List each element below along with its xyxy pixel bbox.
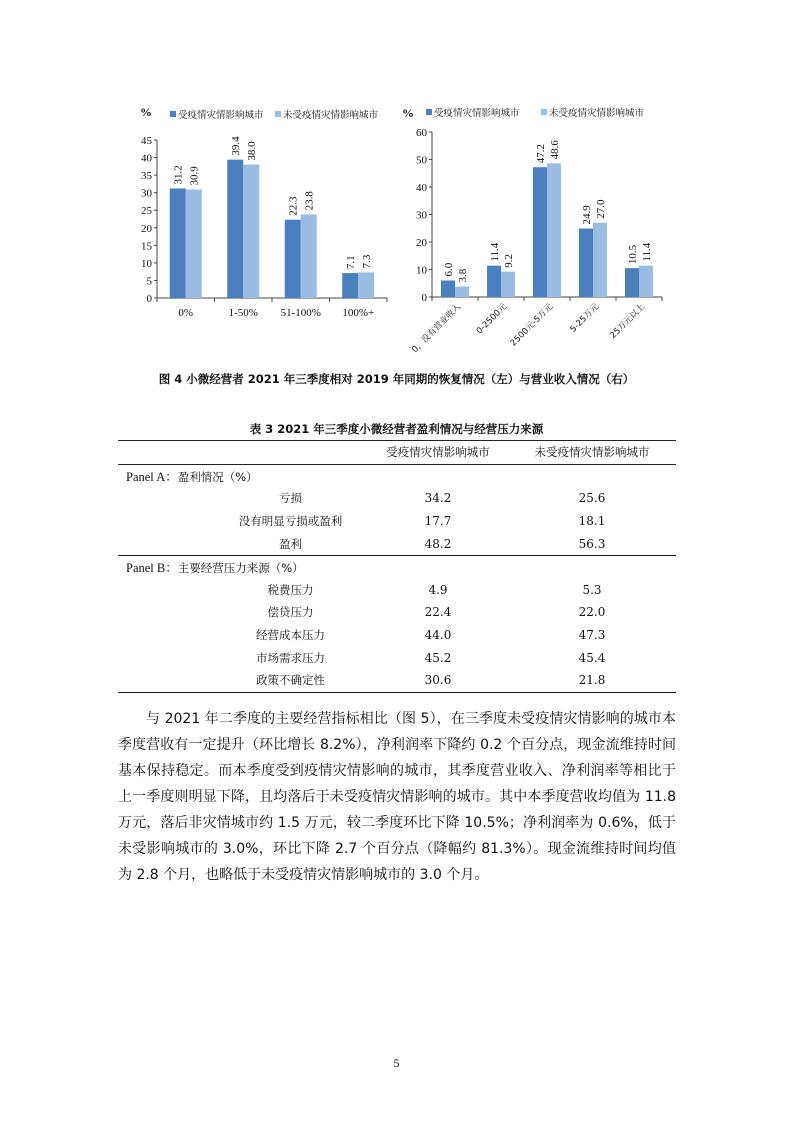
y-tick-label: 30 xyxy=(141,187,152,200)
bar xyxy=(285,220,301,298)
y-tick-label: 25 xyxy=(141,205,152,218)
cell-affected: 22.4 xyxy=(424,605,452,620)
cell-affected: 4.9 xyxy=(428,582,448,597)
y-tick-label: 30 xyxy=(416,209,427,222)
data-label: 27.0 xyxy=(595,199,607,219)
bar xyxy=(358,272,374,298)
y-tick-label: 20 xyxy=(416,237,427,249)
x-tick-label: 25万元以上 xyxy=(608,302,648,341)
bar xyxy=(170,188,186,298)
bar xyxy=(547,163,561,297)
y-tick-label: 15 xyxy=(141,240,152,253)
y-unit-label: % xyxy=(140,105,152,119)
legend-label: 受疫情灾情影响城市 xyxy=(434,108,520,119)
bar xyxy=(342,273,358,298)
legend-label: 未受疫情灾情影响城市 xyxy=(549,108,645,119)
cell-unaffected: 47.3 xyxy=(578,628,606,643)
y-tick-label: 10 xyxy=(416,264,427,277)
bar xyxy=(625,268,639,297)
right-bar-chart xyxy=(398,100,673,360)
data-label: 10.5 xyxy=(627,244,639,265)
data-label: 48.6 xyxy=(549,140,561,160)
x-tick-label: 2500元-5万元 xyxy=(508,302,556,349)
y-tick-label: 35 xyxy=(141,170,152,183)
cell-unaffected: 45.4 xyxy=(578,650,606,665)
cell-unaffected: 21.8 xyxy=(508,669,676,692)
bar xyxy=(455,287,469,297)
data-label: 9.2 xyxy=(503,253,515,268)
y-tick-label: 0 xyxy=(421,292,427,304)
bar xyxy=(501,272,515,297)
panel-a-title-cn: 盈利情况（%） xyxy=(177,469,258,484)
data-label: 23.8 xyxy=(303,191,316,211)
data-label: 7.1 xyxy=(345,255,358,270)
cell-affected: 48.2 xyxy=(424,536,452,551)
table-row xyxy=(118,669,676,692)
left-bar-chart xyxy=(130,100,392,330)
data-label: 47.2 xyxy=(535,143,547,164)
panel-b-title xyxy=(118,555,676,578)
x-tick-label: 0-2500元 xyxy=(474,302,510,337)
data-label: 39.4 xyxy=(230,136,243,156)
data-label: 24.9 xyxy=(581,205,593,225)
row-label: 偿贷压力 xyxy=(267,605,314,620)
bar xyxy=(186,190,202,298)
cell-affected: 34.2 xyxy=(424,491,452,506)
y-tick-label: 0 xyxy=(146,293,152,305)
panel-b-title-en: Panel B： xyxy=(126,561,178,576)
table-row xyxy=(118,624,676,647)
body-paragraph: 与 2021 年二季度的主要经营指标相比（图 5），在三季度未受疫情灾情影响的城市本季度营收有一定提升（环比增长 8.2%），净利润率下降约 0.2 个百分点，现金流维持时间基本保持稳定。而本季度受到疫情灾情影响的城市，其季度营业收入、净利润率等相比于上一季度则明显下降，且均落后于未受疫情灾情影响的城市。其中本季度营收均值为 11.8 万元，落后非灾情城市约 1.5 万元，较二季度环比下降 10.5%；净利润率为 0.6%，低于未受影响城市的 3.0%，环比下降 2.7 个百分点（降幅约 81.3%）。现金流维持时间均值为 2.8 个月，也略低于未受疫情灾情影响城市的 3.0 个月。 xyxy=(118,711,676,883)
cell-unaffected: 5.3 xyxy=(582,582,602,597)
bar xyxy=(243,165,259,298)
cell-unaffected: 22.0 xyxy=(578,605,606,620)
panel-a-title-row xyxy=(118,464,676,487)
data-label: 31.2 xyxy=(172,165,185,185)
cell-affected: 30.6 xyxy=(368,669,508,692)
x-tick-label: 100%+ xyxy=(342,307,375,319)
x-tick-label: 51-100% xyxy=(280,307,321,319)
y-tick-label: 10 xyxy=(141,257,152,270)
bar xyxy=(533,167,547,297)
data-label: 30.9 xyxy=(188,166,201,186)
y-tick-label: 45 xyxy=(141,135,152,147)
x-tick-label: 5-25万元 xyxy=(568,302,602,335)
row-label: 市场需求压力 xyxy=(256,650,325,665)
right-chart-svg xyxy=(398,100,673,360)
table-row xyxy=(118,487,676,510)
panel-b-title-cn: 主要经营压力来源（%） xyxy=(177,561,304,576)
panel-b-title-row xyxy=(118,555,676,578)
panel-a-title xyxy=(118,464,676,487)
y-tick-label: 60 xyxy=(416,127,427,139)
data-label: 22.3 xyxy=(287,196,300,216)
bar xyxy=(639,266,653,297)
x-tick-label: 1-50% xyxy=(228,307,258,319)
data-label: 11.4 xyxy=(641,242,653,262)
bar xyxy=(593,223,607,297)
cell-unaffected: 18.1 xyxy=(578,514,606,529)
data-label: 38.0 xyxy=(246,141,259,161)
row-label: 税费压力 xyxy=(267,582,314,597)
row-label: 亏损 xyxy=(279,491,302,506)
y-tick-label: 40 xyxy=(416,182,427,194)
row-label: 经营成本压力 xyxy=(256,628,325,643)
table-header-affected: 受疫情灾情影响城市 xyxy=(368,441,508,465)
y-tick-label: 20 xyxy=(141,222,152,235)
table-row xyxy=(118,601,676,624)
row-label: 没有明显亏损或盈利 xyxy=(238,514,343,529)
y-unit-label: % xyxy=(402,106,414,120)
data-label: 7.3 xyxy=(361,254,374,269)
bar xyxy=(301,214,317,298)
bar xyxy=(579,229,593,297)
legend-swatch xyxy=(170,111,176,117)
legend-swatch xyxy=(541,109,547,115)
legend-swatch xyxy=(275,111,281,117)
y-tick-label: 50 xyxy=(416,154,427,167)
panel-a-title-en: Panel A： xyxy=(126,469,178,484)
cell-unaffected: 56.3 xyxy=(578,536,606,551)
data-label: 3.8 xyxy=(457,268,469,283)
cell-affected: 45.2 xyxy=(424,650,452,665)
legend-swatch xyxy=(426,109,432,115)
data-label: 11.4 xyxy=(489,242,501,262)
table-caption: 表 3 2021 年三季度小微经营者盈利情况与经营压力来源 xyxy=(249,422,544,436)
cell-affected: 44.0 xyxy=(424,628,452,643)
bar xyxy=(487,266,501,297)
data-table xyxy=(118,440,676,693)
page-number: 5 xyxy=(393,1056,400,1070)
bar xyxy=(227,160,243,298)
figure-caption: 图 4 小微经营者 2021 年三季度相对 2019 年同期的恢复情况（左）与营业收入情况（右） xyxy=(158,372,635,386)
table-header-unaffected: 未受疫情灾情影响城市 xyxy=(508,441,676,465)
x-tick-label: 0% xyxy=(178,307,194,319)
table-row xyxy=(118,532,676,555)
table-row xyxy=(118,646,676,669)
y-tick-label: 5 xyxy=(146,275,152,288)
cell-affected: 17.7 xyxy=(424,514,452,529)
row-label: 政策不确定性 xyxy=(118,669,368,692)
table-row xyxy=(118,510,676,533)
left-chart-svg xyxy=(130,100,392,330)
legend-label: 未受疫情灾情影响城市 xyxy=(283,110,379,121)
table-header-empty xyxy=(118,441,368,465)
x-tick-label: 0，没有营业收入 xyxy=(410,302,464,356)
bar xyxy=(441,281,455,298)
cell-unaffected: 25.6 xyxy=(578,491,606,506)
data-label: 6.0 xyxy=(443,262,455,277)
table-header-row xyxy=(118,441,676,465)
legend-label: 受疫情灾情影响城市 xyxy=(178,110,264,121)
y-tick-label: 40 xyxy=(141,152,152,165)
row-label: 盈利 xyxy=(279,536,302,551)
table-row xyxy=(118,579,676,602)
